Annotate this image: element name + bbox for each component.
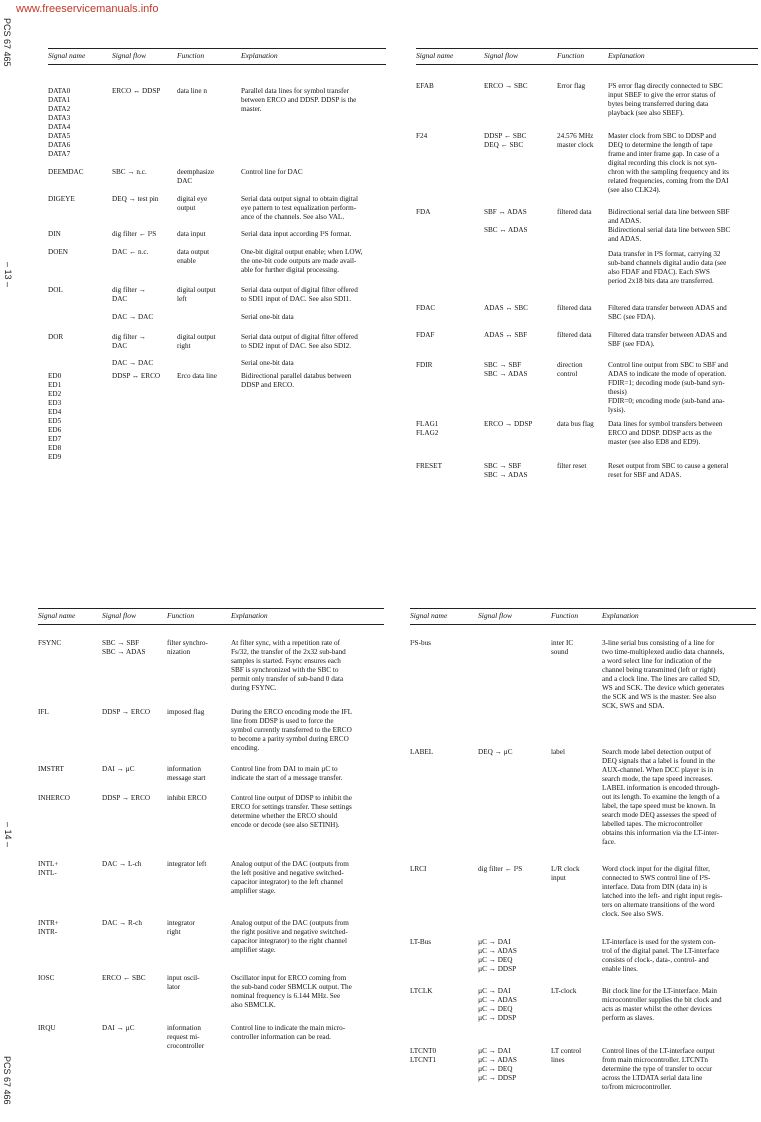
explanation-cell: Serial data input according I²S format. xyxy=(241,230,352,238)
page-number-14: – 14 – xyxy=(3,822,13,848)
explanation-cell: Bidirectional parallel databus between DDSP and ERCO. xyxy=(241,372,352,389)
signal-flow-cell: DAC → R-ch xyxy=(102,919,142,927)
function-cell: information request mi- crocontroller xyxy=(167,1024,205,1050)
signal-name-cell: I²S-bus xyxy=(410,639,431,647)
signal-flow-cell: DAC ← n.c. xyxy=(112,248,149,256)
signal-table-top-right xyxy=(416,48,758,498)
function-cell: 24.576 MHz master clock xyxy=(557,132,594,149)
doc-id-bottom: PCS 67 466 xyxy=(2,1056,12,1105)
doc-id-top: PCS 67 465 xyxy=(2,18,12,67)
signal-flow-cell: ERCO ← SBC xyxy=(102,974,146,982)
function-cell: digital eye output xyxy=(177,195,208,212)
signal-name-cell: INTL+ INTL- xyxy=(38,860,59,877)
signal-flow-cell: ADAS ↔ SBC xyxy=(484,304,528,312)
explanation-cell: During the ERCO encoding mode the IFL line from DDSP is used to force the symbol currently transferred to the ERCO to become a parity symbol during ERCO encoding. xyxy=(231,708,352,752)
explanation-cell: Parallel data lines for symbol transfer between ERCO and DDSP. DDSP is the master. xyxy=(241,87,357,113)
signal-name-cell: FDIR xyxy=(416,361,433,369)
signal-flow-cell: SBC → SBF SBC → ADAS xyxy=(484,462,528,479)
signal-flow-cell: dig filter ← I²S xyxy=(112,230,157,238)
signal-name-cell: IMSTRT xyxy=(38,765,64,773)
header-function: Function xyxy=(167,611,195,620)
signal-flow-cell: DDSP → ERCO xyxy=(102,708,151,716)
signal-name-cell: DOR xyxy=(48,333,64,341)
signal-flow-cell: DDSP → ERCO xyxy=(102,794,151,802)
explanation-cell: LT-interface is used for the system con- trol of the digital panel. The LT-interface consists of clock-, data-, control- and enable lines. xyxy=(602,938,720,973)
explanation-cell: Bidirectional serial data line between SBF and ADAS. xyxy=(608,208,730,225)
signal-flow-cell: DDSP ↔ ERCO xyxy=(112,372,161,380)
explanation-cell: Analog output of the DAC (outputs from the right positive and negative switched- capacitor integrator) to the right channel amplifier stage. xyxy=(231,919,349,954)
signal-name-cell: IRQU xyxy=(38,1024,56,1032)
function-cell: data output enable xyxy=(177,248,210,265)
signal-flow-cell: ERCO → SBC xyxy=(484,82,528,90)
explanation-cell: One-bit digital output enable; when LOW, the one-bit code outputs are made avail- able for further digital processing. xyxy=(241,248,363,274)
function-cell: imposed flag xyxy=(167,708,205,716)
explanation-cell: Serial data output of digital filter offered to SDI2 input of DAC. See also SDI2. xyxy=(241,333,358,350)
signal-flow-cell: SBC → SBF SBC → ADAS xyxy=(102,639,146,656)
explanation-cell: Control line to indicate the main micro- controller information can be read. xyxy=(231,1024,346,1041)
signal-flow-cell: µC → DAI µC → ADAS µC → DEQ µC → DDSP xyxy=(478,1047,517,1082)
table-header xyxy=(410,611,756,623)
function-cell: direction control xyxy=(557,361,583,378)
signal-name-cell: LT-Bus xyxy=(410,938,432,946)
signal-name-cell: LRCI xyxy=(410,865,427,873)
signal-name-cell: LTCNT0 LTCNT1 xyxy=(410,1047,437,1064)
function-cell: filter reset xyxy=(557,462,587,470)
signal-name-cell: ED0 ED1 ED2 ED3 ED4 ED5 ED6 ED7 ED8 ED9 xyxy=(48,372,62,461)
function-cell: digital output right xyxy=(177,333,216,350)
signal-name-cell: EFAB xyxy=(416,82,434,90)
explanation-cell: Control line output of DDSP to inhibit the ERCO for settings transfer. These settings determine whether the ERCO should encode or decode (see also SETINH). xyxy=(231,794,352,829)
explanation-cell: Word clock input for the digital filter, connected to SWS control line of I²S- interface. Data from DIN (data in) is latched into the left- and right input regis- ters on alternate transitions of the word clock. See also SWS. xyxy=(602,865,723,918)
signal-name-cell: INTR+ INTR- xyxy=(38,919,59,936)
signal-flow-cell: ADAS ↔ SBF xyxy=(484,331,528,339)
explanation-cell: At filter sync, with a repetition rate of Fs/32, the transfer of the 2x32 sub-band samples is started. Fsync ensures each SBF is synchronized with the SBC to permit only transfer of sub-band 0 data during FSYNC. xyxy=(231,639,346,692)
signal-flow-cell: µC → DAI µC → ADAS µC → DEQ µC → DDSP xyxy=(478,987,517,1022)
signal-flow-cell: SBC → SBF SBC → ADAS xyxy=(484,361,528,378)
signal-flow-cell: ERCO ↔ DDSP xyxy=(112,87,161,95)
function-cell: integrator left xyxy=(167,860,207,868)
header-function: Function xyxy=(177,51,205,60)
header-function: Function xyxy=(551,611,579,620)
function-cell: label xyxy=(551,748,565,756)
signal-table-bottom-right xyxy=(410,608,756,1108)
header-signal-flow: Signal flow xyxy=(102,611,136,620)
signal-flow-cell: DEQ → test pin xyxy=(112,195,159,203)
function-cell: filtered data xyxy=(557,208,592,216)
explanation-cell: Bidirectional serial data line between SBC and ADAS. xyxy=(608,226,731,243)
signal-name-cell: DIN xyxy=(48,230,61,238)
function-cell: data bus flag xyxy=(557,420,594,428)
function-cell: data line n xyxy=(177,87,207,95)
header-signal-name: Signal name xyxy=(410,611,448,620)
signal-name-cell: FSYNC xyxy=(38,639,62,647)
function-cell: digital output left xyxy=(177,286,216,303)
signal-flow-cell: DAI → µC xyxy=(102,1024,135,1032)
header-function: Function xyxy=(557,51,585,60)
signal-name-cell: DIGEYE xyxy=(48,195,75,203)
signal-flow-cell: µC → DAI µC → ADAS µC → DEQ µC → DDSP xyxy=(478,938,517,973)
explanation-cell: Filtered data transfer between ADAS and SBF (see FDA). xyxy=(608,331,727,348)
signal-flow-cell: DDSP ← SBC DEQ ← SBC xyxy=(484,132,527,149)
function-cell: filtered data xyxy=(557,304,592,312)
signal-flow-cell: SBC → n.c. xyxy=(112,168,147,176)
explanation-cell: Data lines for symbol transfers between ERCO and DDSP. DDSP acts as the master (see also ED8 and ED9). xyxy=(608,420,723,446)
header-signal-flow: Signal flow xyxy=(112,51,146,60)
explanation-cell: Serial data output of digital filter offered to SDI1 input of DAC. See also SDI1. xyxy=(241,286,358,303)
header-signal-flow: Signal flow xyxy=(478,611,512,620)
function-cell: Error flag xyxy=(557,82,586,90)
signal-name-cell: FDAF xyxy=(416,331,435,339)
function-cell: inter IC sound xyxy=(551,639,574,656)
function-cell: input oscil- lator xyxy=(167,974,200,991)
explanation-cell: Control lines of the LT-interface output from main microcontroller. LTCNTn determine the type of transfer to occur across the LTDATA serial data line to/from microcontroller. xyxy=(602,1047,715,1091)
signal-table-bottom-left xyxy=(38,608,384,1108)
function-cell: information message start xyxy=(167,765,206,782)
header-explanation: Explanation xyxy=(602,611,639,620)
function-cell: LT-clock xyxy=(551,987,577,995)
signal-flow-cell: SBC ↔ ADAS xyxy=(484,226,528,234)
signal-flow-cell: DEQ → µC xyxy=(478,748,513,756)
signal-flow-cell: ERCO → DDSP xyxy=(484,420,533,428)
function-cell: filter synchro- nization xyxy=(167,639,208,656)
signal-flow-cell: DAC → DAC xyxy=(112,359,154,367)
signal-name-cell: F24 xyxy=(416,132,428,140)
explanation-cell: Control line output from SBC to SBF and ADAS to indicate the mode of operation. FDIR=1; decoding mode (sub-band syn- thesis) FDIR=0; encoding mode (sub-band ana- lysis). xyxy=(608,361,729,414)
page-number-13: – 13 – xyxy=(3,262,13,288)
header-signal-name: Signal name xyxy=(416,51,454,60)
signal-name-cell: FLAG1 FLAG2 xyxy=(416,420,439,437)
header-signal-name: Signal name xyxy=(48,51,86,60)
signal-name-cell: FDAC xyxy=(416,304,436,312)
signal-table-top-left xyxy=(48,48,386,498)
signal-flow-cell: dig filter → DAC xyxy=(112,286,146,303)
explanation-cell: Reset output from SBC to cause a general reset for SBF and ADAS. xyxy=(608,462,729,479)
source-url[interactable]: www.freeservicemanuals.info xyxy=(16,3,159,15)
table-header xyxy=(48,51,386,63)
header-explanation: Explanation xyxy=(608,51,645,60)
explanation-cell: Serial one-bit data xyxy=(241,313,294,321)
function-cell: L/R clock input xyxy=(551,865,580,882)
signal-name-cell: DATA0 DATA1 DATA2 DATA3 DATA4 DATA5 DATA6 DATA7 xyxy=(48,87,71,158)
explanation-cell: Data transfer in I²S format, carrying 32 sub-band channels digital audio data (see also FDAF and FDAC). Each SWS period 2x18 bits data are transferred. xyxy=(608,250,727,285)
header-signal-flow: Signal flow xyxy=(484,51,518,60)
signal-flow-cell: dig filter ← I²S xyxy=(478,865,523,873)
signal-name-cell: IOSC xyxy=(38,974,55,982)
signal-flow-cell: SBF ↔ ADAS xyxy=(484,208,527,216)
header-explanation: Explanation xyxy=(231,611,268,620)
signal-flow-cell: DAI → µC xyxy=(102,765,135,773)
function-cell: integrator right xyxy=(167,919,195,936)
signal-flow-cell: DAC → L-ch xyxy=(102,860,142,868)
table-header xyxy=(38,611,384,623)
signal-name-cell: DEEMDAC xyxy=(48,168,84,176)
signal-name-cell: INHERCO xyxy=(38,794,70,802)
signal-name-cell: FRESET xyxy=(416,462,442,470)
signal-name-cell: LABEL xyxy=(410,748,434,756)
explanation-cell: Filtered data transfer between ADAS and SBC (see FDA). xyxy=(608,304,727,321)
explanation-cell: Serial data output signal to obtain digital eye pattern to test equalization perform- ance of the channels. See also VAL. xyxy=(241,195,358,221)
explanation-cell: Serial one-bit data xyxy=(241,359,294,367)
signal-flow-cell: dig filter → DAC xyxy=(112,333,146,350)
function-cell: LT control lines xyxy=(551,1047,582,1064)
signal-name-cell: DOEN xyxy=(48,248,68,256)
function-cell: Erco data line xyxy=(177,372,217,380)
explanation-cell: Bit clock line for the LT-interface. Main microcontroller supplies the bit clock and acts as master whilst the other devices perform as slaves. xyxy=(602,987,722,1022)
signal-name-cell: LTCLK xyxy=(410,987,433,995)
signal-flow-cell: DAC → DAC xyxy=(112,313,154,321)
table-header xyxy=(416,51,758,63)
explanation-cell: I²S error flag directly connected to SBC input SBEF to give the error status of bytes being transferred during data playback (see also SBEF). xyxy=(608,82,723,117)
function-cell: data input xyxy=(177,230,206,238)
header-signal-name: Signal name xyxy=(38,611,76,620)
explanation-cell: Analog output of the DAC (outputs from the left positive and negative switched- capacitor integrator) to the left channel amplifier stage. xyxy=(231,860,349,895)
explanation-cell: 3-line serial bus consisting of a line for two time-multiplexed audio data channels, a word select line for indication of the channel being transmitted (left or right) and a clock line. The lines are called SD, WS and SCK. The device which generates the SCK and WS is the master. See also SCK, SWS and SDA. xyxy=(602,639,725,710)
explanation-cell: Control line for DAC xyxy=(241,168,303,176)
signal-name-cell: FDA xyxy=(416,208,431,216)
signal-name-cell: IFL xyxy=(38,708,49,716)
header-explanation: Explanation xyxy=(241,51,278,60)
function-cell: inhibit ERCO xyxy=(167,794,207,802)
function-cell: deemphasize DAC xyxy=(177,168,215,185)
explanation-cell: Search mode label detection output of DEQ signals that a label is found in the AUX-channel. When DCC player is in search mode, the tape speed increases. LABEL information is encoded through- out its length. To examine the length of a label, the tape speed must be known. In search mode DEQ assesses the speed of labelled tapes. The microcontroller obtains this information via the LT-inter- face. xyxy=(602,748,720,846)
explanation-cell: Control line from DAI to main µC to indicate the start of a message transfer. xyxy=(231,765,343,782)
signal-name-cell: DOL xyxy=(48,286,63,294)
function-cell: filtered data xyxy=(557,331,592,339)
explanation-cell: Oscillator input for ERCO coming from the sub-band coder SBMCLK output. The nominal frequency is 6.144 MHz. See also SBMCLK. xyxy=(231,974,352,1009)
explanation-cell: Master clock from SBC to DDSP and DEQ to determine the length of tape frame and inter frame gap. In case of a digital recording this clock is not syn- chron with the sampling frequency and its related frequencies, coming from the DAI (see also CLK24). xyxy=(608,132,729,194)
